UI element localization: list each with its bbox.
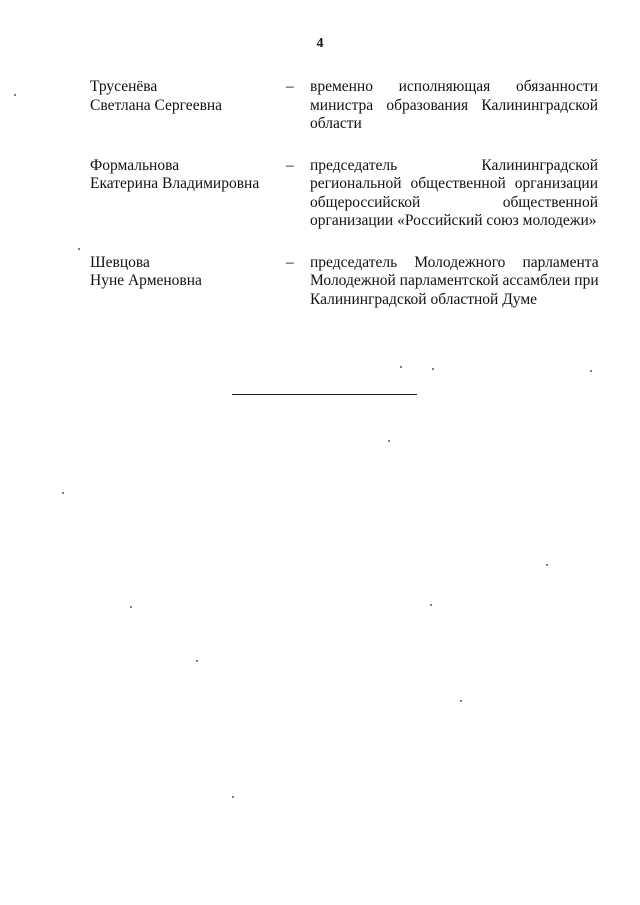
member-role (310, 78, 598, 134)
scan-speck (78, 248, 80, 250)
scan-speck (430, 604, 432, 606)
member-role (310, 157, 598, 231)
scan-speck (388, 440, 390, 442)
member-role-line: Молодежной парламентской ассамблеи при (310, 272, 599, 289)
member-list (90, 78, 598, 332)
member-dash: – (286, 253, 294, 271)
scan-speck (130, 606, 132, 608)
member-given-names: Нуне Арменовна (90, 272, 202, 289)
member-entry (90, 254, 598, 310)
member-role-line: региональной общественной организации (310, 175, 598, 192)
member-surname: Шевцова (90, 253, 150, 271)
scan-speck (196, 660, 198, 662)
member-dash: – (286, 78, 294, 95)
member-given-names: Екатерина Владимировна (90, 175, 260, 192)
member-name (90, 254, 286, 291)
member-role-line: области (310, 115, 362, 132)
member-entry (90, 157, 598, 231)
member-role-line: министра образования Калининградской (310, 96, 598, 114)
member-entry (90, 78, 598, 134)
member-given-names: Светлана Сергеевна (90, 96, 223, 114)
member-name (90, 157, 286, 194)
page-number: 4 (316, 36, 324, 51)
member-role-line: общероссийской общественной (310, 193, 598, 211)
member-name (90, 78, 286, 115)
scan-speck (400, 366, 402, 368)
end-of-list-rule (232, 394, 417, 395)
scan-speck (62, 492, 64, 494)
scan-speck (460, 700, 462, 702)
member-role-line: Калининградской областной Думе (310, 290, 538, 308)
member-role-line: временно исполняющая обязанности (310, 78, 598, 95)
member-surname: Формальнова (90, 156, 180, 174)
scan-speck (232, 796, 234, 798)
scan-speck (590, 370, 592, 372)
member-role (310, 254, 599, 310)
member-dash: – (286, 156, 294, 174)
scan-speck (546, 564, 548, 566)
scan-speck (432, 368, 434, 370)
member-surname: Трусенёва (90, 78, 158, 95)
member-role-line: председатель Калининградской (310, 156, 598, 174)
member-role-line: председатель Молодежного парламента (310, 253, 599, 271)
member-role-line: организации «Российский союз молодежи» (310, 212, 597, 229)
scan-speck (14, 94, 16, 96)
